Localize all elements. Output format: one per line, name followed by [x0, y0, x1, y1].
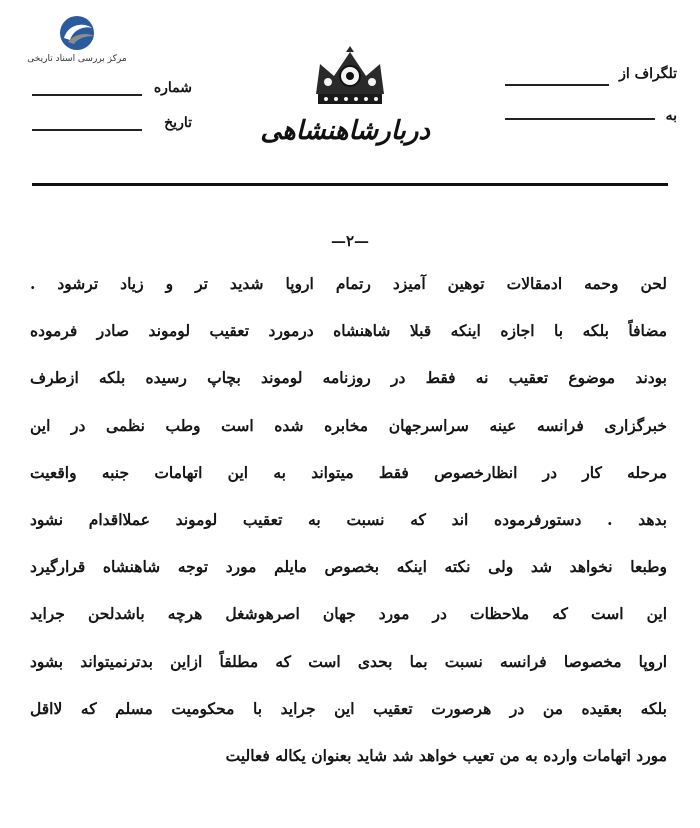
court-title: دربارشاهنشاهی [260, 116, 430, 146]
archive-name: مرکز بررسی اسناد تاریخی [27, 54, 127, 64]
telegraph-from-field [505, 66, 677, 90]
header-divider [32, 183, 668, 186]
to-field [505, 108, 677, 132]
pahlavi-crown-emblem-icon [306, 46, 394, 114]
date-line [32, 129, 142, 131]
body-line: خبرگزاری فرانسه عینه سراسرجهان مخابره شده است وطب نظمی در این [30, 415, 667, 435]
body-line: وطبعا نخواهد شد ولی نکته اینکه بخصوص مایلم مورد توجه شاهنشاه قرارگیرد [30, 557, 667, 577]
letter-body [30, 270, 667, 789]
body-line: مضافاً بلکه با اجازه اینکه قبلا شاهنشاه درمورد تعقیب لوموند صادر فرموده [30, 321, 667, 341]
number-label: شماره [153, 80, 192, 96]
body-line: اروپا مخصوصا فرانسه نسبت بما بحدی است که مطلقاً ازاین بدترنمیتواند بشود [30, 651, 667, 671]
date-label: تاریخ [164, 115, 192, 131]
body-line: لحن وحمه ادمقالات توهین آمیزد رتمام اروپا شدید تر و زیاد ترشود . [30, 274, 667, 293]
body-line: بدهد . دستورفرموده اند که نسبت به تعقیب لوموند عملااقدام نشود [30, 509, 667, 529]
to-line [505, 118, 655, 120]
date-field [32, 115, 192, 139]
to-label: به [665, 108, 677, 124]
telegraph-from-label: تلگراف از [619, 66, 677, 82]
archive-logo [22, 14, 132, 72]
number-line [32, 94, 142, 96]
body-line: مورد اتهامات وارده به من تعیب خواهد شد شاید بعنوان یکاله فعالیت [225, 745, 667, 765]
number-field [32, 80, 192, 104]
body-line: بلکه بعقیده من در هرصورت تعقیب این جراید با محکومیت مسلم که لااقل [30, 698, 667, 718]
telegraph-from-line [505, 84, 609, 86]
archive-logo-icon [50, 14, 104, 52]
body-line: مرحله کار در انظارخصوص فقط میتواند به این اتهامات جنبه واقعیت [30, 462, 667, 482]
body-line: بودند موضوع تعقیب نه فقط در روزنامه لوموند بچاپ رسیده بلکه ازطرف [30, 368, 667, 388]
page-number: —۲— [330, 232, 370, 250]
body-line: این است که ملاحظات در مورد جهان اصرهوشغل هرچه باشدلحن جراید [30, 604, 667, 624]
